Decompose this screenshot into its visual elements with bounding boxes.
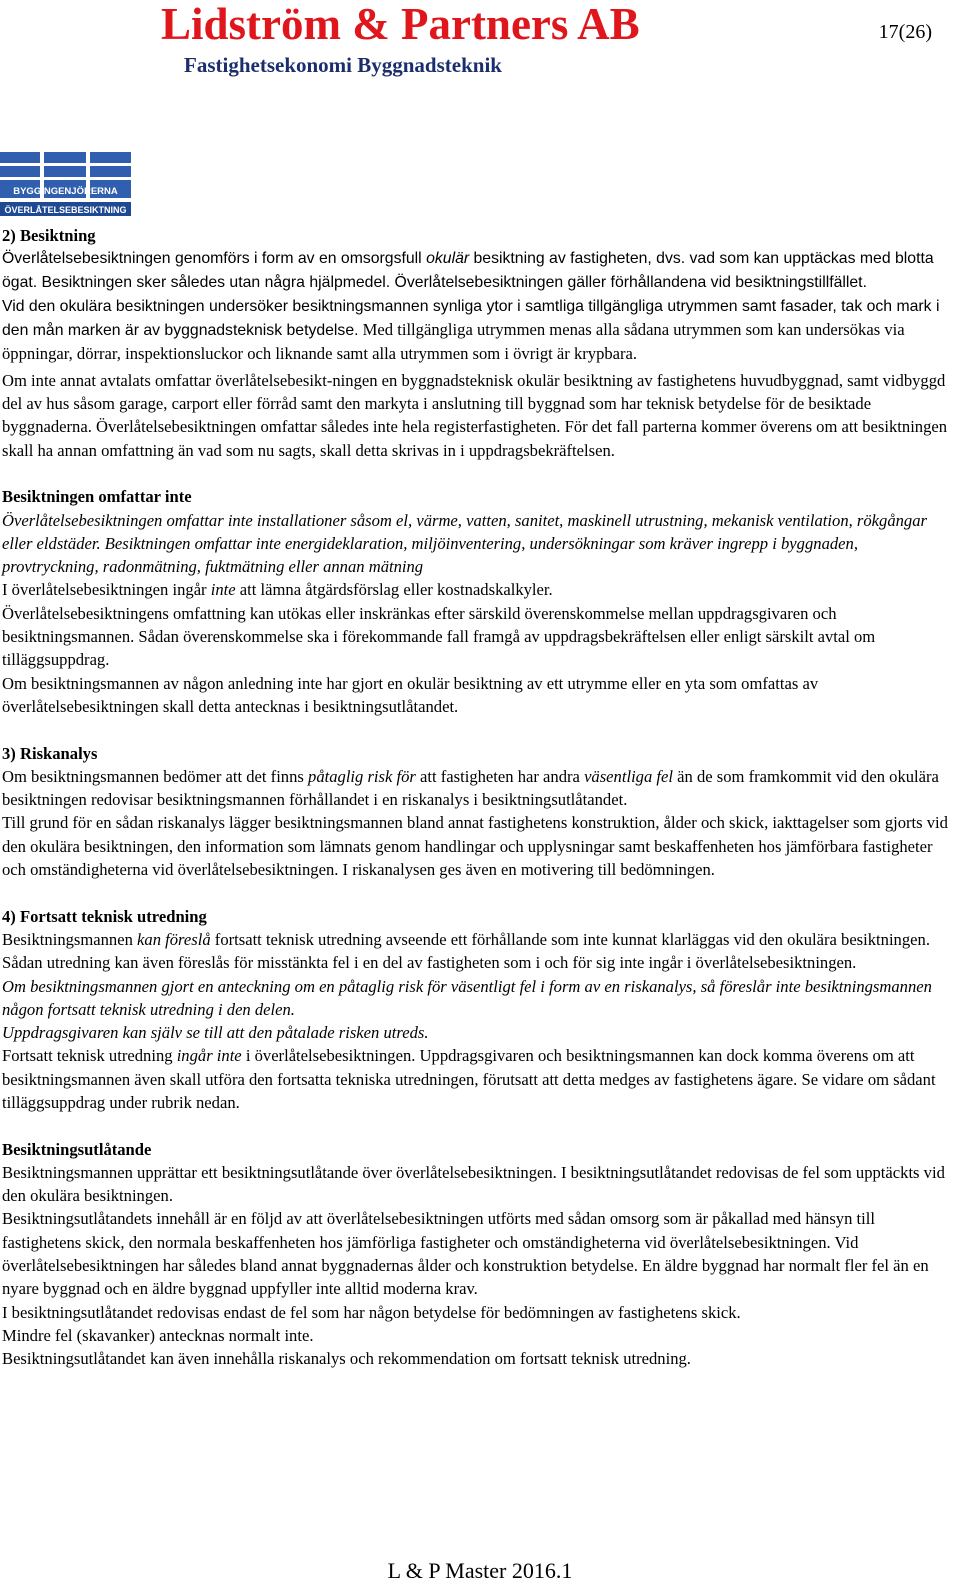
company-name: Lidström & Partners AB (161, 0, 640, 49)
s4-paragraph-1: Besiktningsmannen kan föreslå fortsatt teknisk utredning avseende ett förhållande som inte kunnat klarläggas vid den okulära besiktningen. Sådan utredning kan även föreslås för misstänkta fel i en del av fastigheten som i och för sig inte ingår i överlåtelsebesiktningen. (2, 929, 930, 973)
page-content (2, 224, 954, 1371)
sbr-logo (0, 152, 131, 219)
s2-paragraph-2: Vid den okulära besiktningen undersöker besiktningsmannen synliga ytor i samtliga tillgängliga utrymmen samt fasader, tak och mark i den mån marken är av byggnadsteknisk betydelse. Med tillgängliga utrymmen menas alla sådana utrymmen som kan undersökas via öppningar, dörrar, inspektionsluckor och liknande samt alla utrymmen som i övrigt är krypbara. (2, 297, 940, 364)
report-paragraph-1: Besiktningsmannen upprättar ett besiktningsutlåtande över överlåtelsebesiktningen. I besiktningsutlåtandet redovisas de fel som upptäckts vid den okulära besiktningen. (2, 1162, 945, 1206)
logo-line1: BYGGINGENJÖRERNA (13, 186, 118, 197)
exclusions-paragraph-1: Överlåtelsebesiktningen omfattar inte installationer såsom el, värme, vatten, sanitet, maskinell utrustning, mekanisk ventilation, rökgångar eller eldstäder. Besiktningen omfattar inte energideklaration, miljöinventering, undersökningar som kräver ingrepp i byggnaden, provtryckning, radonmätning, fuktmätning eller annan mätning (2, 510, 927, 577)
report-paragraph-4: Mindre fel (skavanker) antecknas normalt inte. (2, 1325, 314, 1345)
s3-paragraph-2: Till grund för en sådan riskanalys lägger besiktningsmannen bland annat fastighetens konstruktion, ålder och skick, iakttagelser som gjorts vid den okulära besiktningen, den information som lämnats genom handlingar och upplysningar samt beskaffenheten hos jämförbara fastigheter och omständigheterna vid överlåtelsebesiktningen. I riskanalysen ges även en motivering till bedömningen. (2, 813, 948, 880)
s3-paragraph-1: Om besiktningsmannen bedömer att det finns påtaglig risk för att fastigheten har andra väsentliga fel än de som framkommit vid den okulära besiktningen redovisar besiktningsmannen förhållandet i en riskanalys i besiktningsutlåtandet. (2, 766, 939, 810)
page-footer: L & P Master 2016.1 (387, 1558, 573, 1583)
company-subtitle: Fastighetsekonomi Byggnadsteknik (184, 53, 502, 77)
exclusions-heading: Besiktningen omfattar inte (2, 487, 192, 507)
section-2-heading: 2) Besiktning (2, 226, 96, 245)
s2-paragraph-1: Överlåtelsebesiktningen genomförs i form av en omsorgsfull okulär besiktning av fastigheten, dvs. vad som kan upptäckas med blotta ögat. Besiktningen sker således utan några hjälpmedel. Överlåtelsebesiktningen gäller förhållandena vid besiktningstillfället. (2, 250, 934, 291)
report-paragraph-5: Besiktningsutlåtandet kan även innehålla riskanalys och rekommendation om fortsatt teknisk utredning. (2, 1349, 691, 1369)
s4-paragraph-4: Fortsatt teknisk utredning ingår inte i överlåtelsebesiktningen. Uppdragsgivaren och besiktningsmannen kan dock komma överens om att besiktningsmannen även skall utföra den fortsatta tekniska utredningen, förutsatt att detta medges av fastighetens ägare. Se vidare om sådant tilläggsuppdrag under rubrik nedan. (2, 1046, 936, 1112)
s2-paragraph-3: Om inte annat avtalats omfattar överlåtelsebesikt-ningen en byggnadsteknisk okulär besiktning av fastighetens huvudbyggnad, samt vidbyggd del av hus såsom garage, carport eller förråd samt den markyta i anslutning till byggnad som har teknisk betydelse för de besiktade byggnaderna. Överlåtelsebesiktningen omfattar således inte hela registerfastigheten. För det fall parterna kommer överens om att besiktningen skall ha annan omfattning än vad som nu sagts, skall detta skrivas in i uppdragsbekräftelsen. (2, 370, 948, 460)
page-number: 17(26) (878, 21, 932, 43)
exclusions-paragraph-2: I överlåtelsebesiktningen ingår inte att lämna åtgärdsförslag eller kostnadskalkyler. (2, 580, 553, 600)
section-4-heading: 4) Fortsatt teknisk utredning (2, 906, 207, 926)
report-heading: Besiktningsutlåtande (2, 1139, 152, 1159)
exclusions-paragraph-3: Överlåtelsebesiktningens omfattning kan utökas eller inskränkas efter särskild överenskommelse mellan uppdragsgivaren och besiktningsmannen. Sådan överenskommelse ska i förekommande fall framgå av uppdragsbekräftelsen eller enligt särskilt avtal om tilläggsuppdrag. (2, 603, 876, 670)
section-3-heading: 3) Riskanalys (2, 743, 98, 763)
s4-paragraph-2: Om besiktningsmannen gjort en anteckning om en påtaglig risk för väsentligt fel i form av en riskanalys, så föreslår inte besiktningsmannen någon fortsatt teknisk utredning i den delen. (2, 976, 932, 1019)
logo-line2: ÖVERLÅTELSEBESIKTNING (4, 205, 127, 215)
report-paragraph-2: Besiktningsutlåtandets innehåll är en följd av att överlåtelsebesiktningen utförts med sådan omsorg som är påkallad med hänsyn till fastighetens skick, den normala beskaffenheten hos jämförliga fastigheter och omständigheterna vid överlåtelsebesiktningen. Vid överlåtelsebesiktningen har således bland annat byggnadernas ålder och konstruktion betydelse. En äldre byggnad har normalt fler fel än en nyare byggnad och en äldre byggnad uppfyller inte alltid moderna krav. (2, 1209, 929, 1299)
s4-paragraph-3: Uppdragsgivaren kan själv se till att den påtalade risken utreds. (2, 1023, 429, 1043)
report-paragraph-3: I besiktningsutlåtandet redovisas endast de fel som har någon betydelse för bedömningen av fastighetens skick. (2, 1302, 741, 1322)
exclusions-paragraph-4: Om besiktningsmannen av någon anledning inte har gjort en okulär besiktning av ett utrymme eller en yta som omfattas av överlåtelsebesiktningen skall detta antecknas i besiktningsutlåtandet. (2, 673, 819, 716)
